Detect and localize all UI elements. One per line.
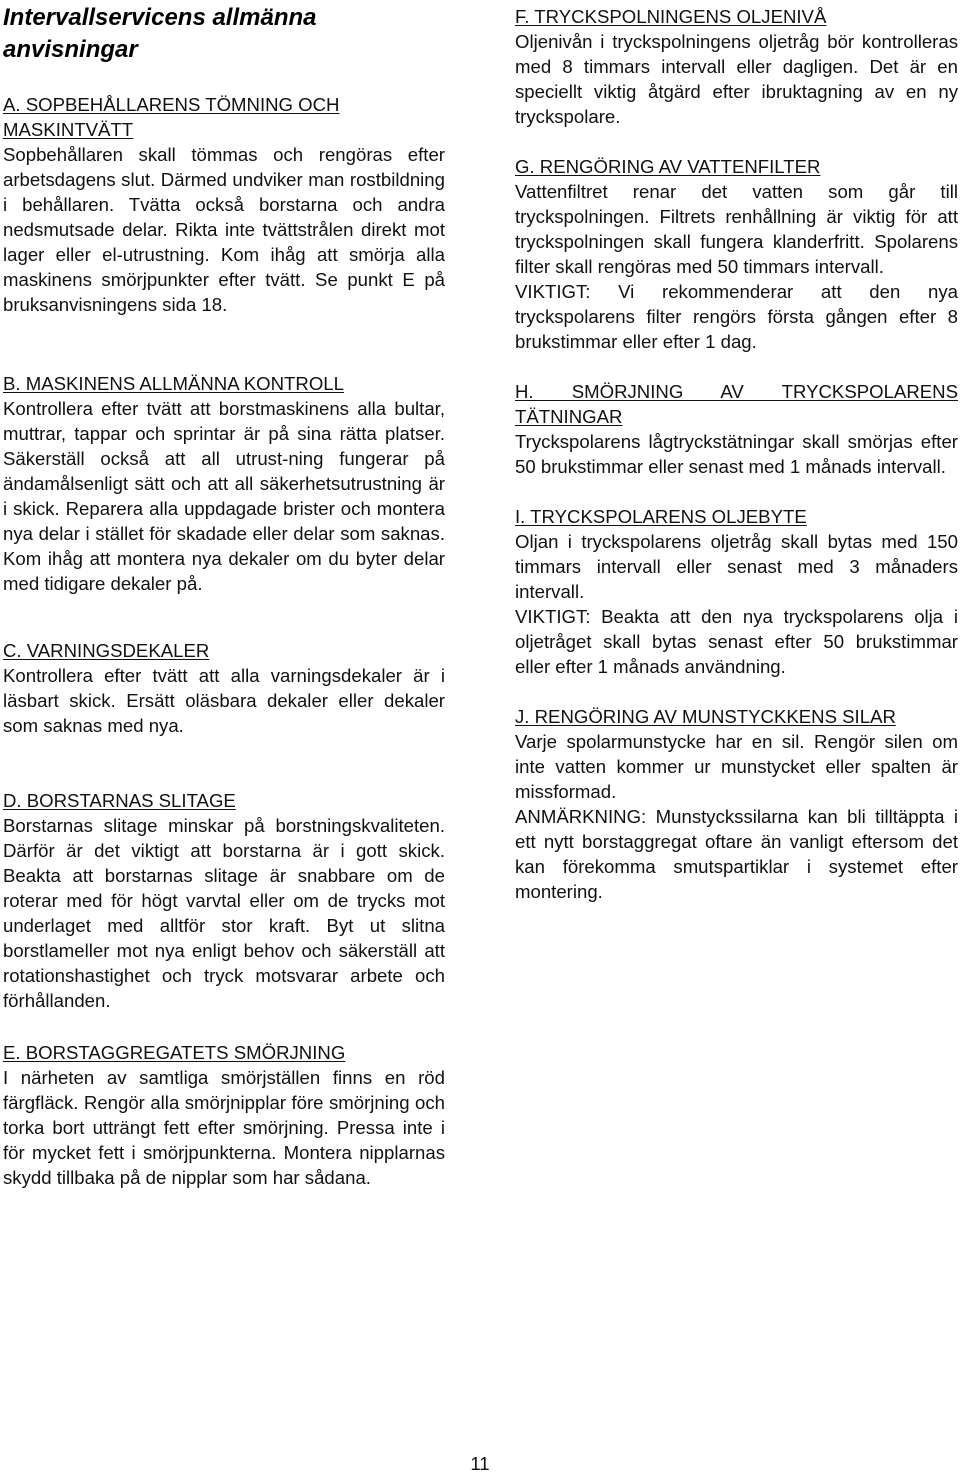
section-d-heading: D. BORSTARNAS SLITAGE xyxy=(3,790,236,811)
section-j-heading: J. RENGÖRING AV MUNSTYCKKENS SILAR xyxy=(515,706,896,727)
right-column xyxy=(515,0,958,904)
section-i-note: VIKTIGT: Beakta att den nya tryckspolarens olja i oljetråget skall bytas senast efter 50 brukstimmar eller efter 1 månads användning. xyxy=(515,606,958,677)
section-g xyxy=(515,154,958,354)
section-j xyxy=(515,704,958,904)
section-c xyxy=(3,638,445,738)
section-e xyxy=(3,1040,445,1190)
section-f-body: Oljenivån i tryckspolningens oljetråg bör kontrolleras med 8 timmars intervall eller dagligen. Det är en speciellt viktig åtgärd efter ibruktagning av en ny tryckspolare. xyxy=(515,31,958,127)
section-h-body: Tryckspolarens lågtryckstätningar skall smörjas efter 50 brukstimmar eller senast med 1 månads intervall. xyxy=(515,431,958,477)
section-b-body: Kontrollera efter tvätt att borstmaskinens alla bultar, muttrar, tappar och sprintar är på sina rätta platser. Säkerställ också att all utrust-ning fungerar på ändamålsenligt sätt och att all säkerhetsutrustning är i skick. Reparera alla uppdagade brister och montera nya delar i stället för skadade eller delar som saknas. Kom ihåg att montera nya dekaler om du byter delar med tidigare dekaler på. xyxy=(3,398,445,594)
section-j-body: Varje spolarmunstycke har en sil. Rengör silen om inte vatten kommer ur munstycket eller spalten är missformad. xyxy=(515,731,958,802)
section-g-note: VIKTIGT: Vi rekommenderar att den nya tryckspolarens filter rengörs första gången efter 8 brukstimmar eller efter 1 dag. xyxy=(515,281,958,352)
page-number: 11 xyxy=(470,1453,490,1474)
section-b-heading: B. MASKINENS ALLMÄNNA KONTROLL xyxy=(3,373,344,394)
section-h-heading: H. SMÖRJNING AV TRYCKSPOLARENS TÄTNINGAR xyxy=(515,381,958,427)
section-c-body: Kontrollera efter tvätt att alla varningsdekaler är i läsbart skick. Ersätt oläsbara dekaler eller dekaler som saknas med nya. xyxy=(3,665,445,736)
section-f xyxy=(515,4,958,129)
section-h xyxy=(515,379,958,479)
section-e-body: I närheten av samtliga smörjställen finns en röd färgfläck. Rengör alla smörjnipplar före smörjning och torka bort utträngt fett efter smörjning. Pressa inte i för mycket fett i smörjpunkterna. Montera nipplarnas skydd tillbaka på de nipplar som har sådana. xyxy=(3,1067,445,1188)
section-a-body: Sopbehållaren skall tömmas och rengöras efter arbetsdagens slut. Därmed undviker man rostbildning i behållaren. Tvätta också borstarna och andra nedsmutsade delar. Rikta inte tvättstrålen direkt mot lager eller el-utrustning. Kom ihåg att smörja alla maskinens smörjpunkter efter tvätt. Se punkt E på bruksanvisningens sida 18. xyxy=(3,144,445,315)
document-title: Intervallservicens allmänna anvisningar xyxy=(3,4,317,63)
section-i xyxy=(515,504,958,679)
section-j-note: ANMÄRKNING: Munstyckssilarna kan bli tilltäppta i ett nytt borstaggregat oftare än vanligt eftersom det kan förekomma smutspartiklar i systemet efter montering. xyxy=(515,806,958,902)
section-i-heading: I. TRYCKSPOLARENS OLJEBYTE xyxy=(515,506,807,527)
section-i-body: Oljan i tryckspolarens oljetråg skall bytas med 150 timmars intervall eller senast med 3 månaders intervall. xyxy=(515,531,958,602)
section-b xyxy=(3,371,445,596)
section-a xyxy=(3,92,445,317)
section-f-heading: F. TRYCKSPOLNINGENS OLJENIVÅ xyxy=(515,6,827,27)
section-c-heading: C. VARNINGSDEKALER xyxy=(3,640,210,661)
section-d-body: Borstarnas slitage minskar på borstningskvaliteten. Därför är det viktigt att borstarna är i gott skick. Beakta att borstarnas slitage är snabbare om de roterar med för högt varvtal eller om de trycks mot underlaget med alltför stor kraft. Byt ut slitna borstlameller mot nya enligt behov och säkerställ att rotationshastighet och tryck motsvarar arbete och förhållanden. xyxy=(3,815,445,1011)
section-e-heading: E. BORSTAGGREGATETS SMÖRJNING xyxy=(3,1042,346,1063)
section-d xyxy=(3,788,445,1013)
section-g-body: Vattenfiltret renar det vatten som går till tryckspolningen. Filtrets renhållning är viktig för att tryckspolningen skall fungera klanderfritt. Spolarens filter skall rengöras med 50 timmars intervall. xyxy=(515,181,958,277)
section-a-heading: A. SOPBEHÅLLARENS TÖMNING OCH MASKINTVÄTT xyxy=(3,94,340,140)
left-column xyxy=(3,0,445,1190)
section-g-heading: G. RENGÖRING AV VATTENFILTER xyxy=(515,156,821,177)
